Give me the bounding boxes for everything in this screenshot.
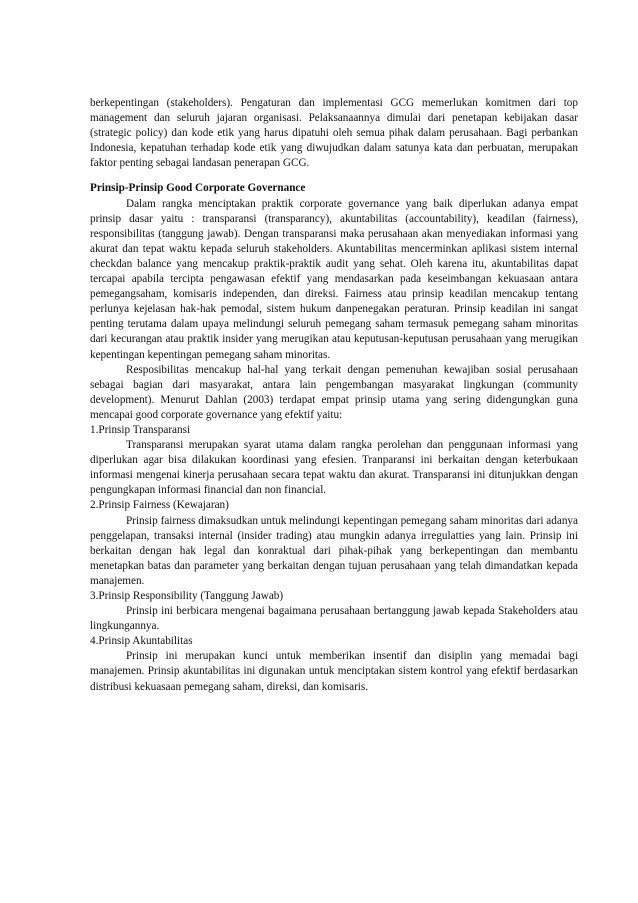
principle-title: 2.Prinsip Fairness (Kewajaran) (90, 499, 229, 512)
principle-title: 1.Prinsip Transparansi (90, 423, 191, 436)
principle-body: Prinsip ini merupakan kunci untuk memberikan insentif dan disiplin yang memadai bagi manajemen. Prinsip akuntabilitas ini digunakan untuk menciptakan sistem kontrol yang efektif berdasarkan distribusi kekuasaan pemegang saham, direksi, dan komisaris. (90, 650, 578, 693)
section-paragraph-2: Resposibilitas mencakup hal-hal yang terkait dengan pemenuhan kewajiban sosial perusahaan sebagai bagian dari masyarakat, antara lain pengembangan masyarakat lingkungan (community development). Menurut Dahlan (2003) terdapat empat prinsip utama yang sering didengungkan guna mencapai good corporate governance yang efektif yaitu: (90, 363, 578, 421)
principle-responsibility (90, 589, 578, 634)
principle-transparansi (90, 423, 578, 498)
intro-paragraph: berkepentingan (stakeholders). Pengaturan dan implementasi GCG memerlukan komitmen dari top management dan seluruh jajaran organisasi. Pelaksanaannya dimulai dari penetapan kebijakan dasar (strategic policy) dan kode etik yang harus dipatuhi oleh semua pihak dalam perusahaan. Bagi perbankan Indonesia, kepatuhan terhadap kode etik yang diwujudkan dalam satunya kata dan perbuatan, merupakan faktor penting sebagai landasan penerapan GCG. (90, 97, 578, 170)
principle-body: Transparansi merupakan syarat utama dalam rangka perolehan dan penggunaan informasi yang diperlukan agar bisa dilakukan koordinasi yang efesien. Tranparansi ini berkaitan dengan keterbukaan informasi mengenai kinerja perusahaan secara tepat waktu dan akurat. Transparansi ini ditunjukkan dengan pengungkapan informasi financial dan non financial. (90, 439, 578, 497)
principle-body: Prinsip ini berbicara mengenai bagaimana perusahaan bertanggung jawab kepada Stakeholders atau lingkungannya. (90, 605, 578, 633)
section-heading: Prinsip-Prinsip Good Corporate Governance (90, 182, 306, 195)
principle-body: Prinsip fairness dimaksudkan untuk melindungi kepentingan pemegang saham minoritas dari adanya penggelapan, transaksi internal (insider trading) atau mungkin adanya irregulatties yang lain. Prinsip ini berkaitan dengan hak legal dan konraktual dari pihak-pihak yang berkepentingan dan membantu menetapkan batas dan parameter yang berkaitan dengan tujuan perusahaan yang telah dimandatkan kepada manajemen. (90, 514, 578, 587)
principle-akuntabilitas (90, 634, 578, 694)
principle-title: 4.Prinsip Akuntabilitas (90, 635, 193, 648)
principle-fairness (90, 498, 578, 589)
section-paragraph-1: Dalam rangka menciptakan praktik corporate governance yang baik diperlukan adanya empat prinsip dasar yaitu : transparansi (transparancy), akuntabilitas (accountability), keadilan (fairness), responsibilitas (tanggung jawab). Dengan transparansi maka perusahaan akan menyediakan informasi yang akurat dan tepat waktu kepada seluruh stakeholders. Akuntabilitas mencerminkan aplikasi sistem internal checkdan balance yang mencakup praktik-praktik audit yang sehat. Oleh karena itu, akuntabilitas dapat tercapai apabila tercipta pengawasan efektif yang mendasarkan pada keseimbangan kekuasaan antara pemegangsaham, komisaris independen, dan direksi. Fairness atau prinsip keadilan mencakup tentang perlunya kejelasan hak-hak pemodal, sistem hukum danpenegakan peraturan. Prinsip keadilan ini sangat penting terutama dalam upaya melindungi seluruh pemegang saham termasuk pemegang saham minoritas dari kecurangan atau praktik insider yang merugikan atau keputusan-keputusan perusahaan yang merugikan kepentingan kepentingan pemegang saham minoritas. (90, 197, 578, 361)
principle-title: 3.Prinsip Responsibility (Tanggung Jawab) (90, 590, 284, 602)
document-page (90, 96, 578, 695)
